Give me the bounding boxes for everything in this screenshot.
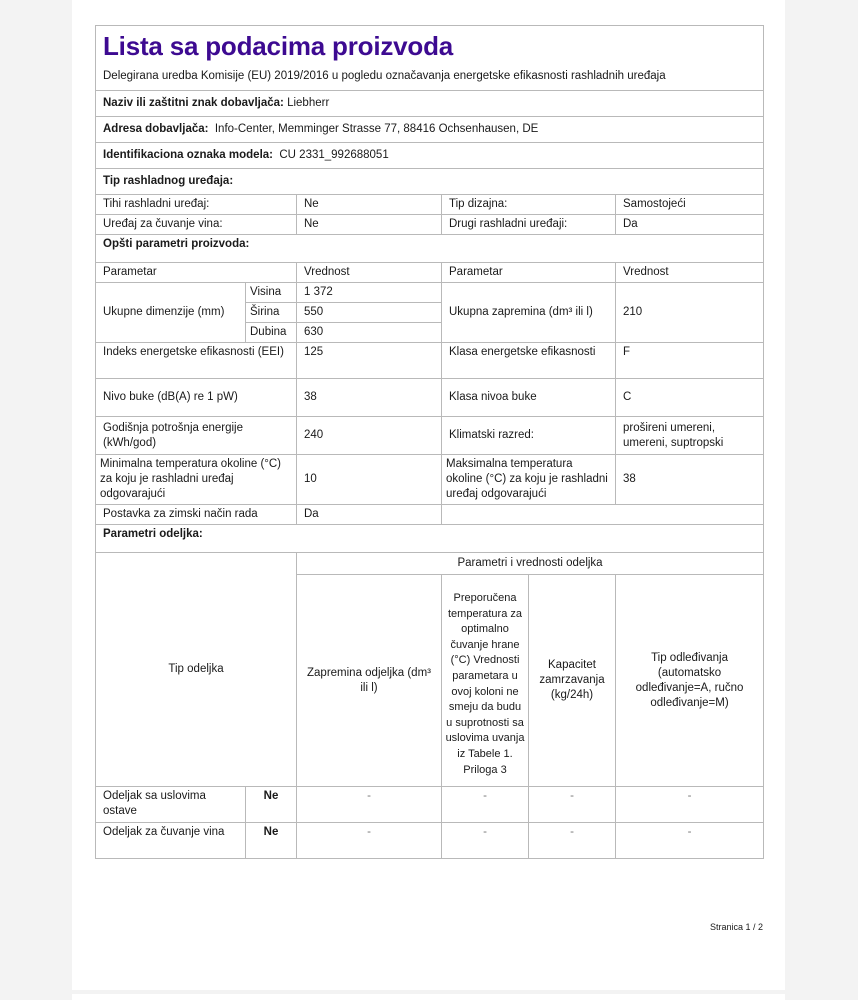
- min-temp-label: Minimalna temperatura okoline (°C) za koju je rashladni uređaj odgovarajući: [96, 455, 297, 505]
- product-information-sheet: [95, 25, 763, 859]
- annual-energy-label: Godišnja potrošnja energije (kWh/god): [96, 417, 297, 455]
- next-page-edge: [72, 994, 785, 1000]
- compartment-present: Ne: [246, 787, 297, 823]
- compartment-name: Odeljak za čuvanje vina: [96, 823, 246, 859]
- wine-storage-value: Ne: [297, 215, 442, 235]
- other-appliance-label: Drugi rashladni uređaji:: [442, 215, 616, 235]
- depth-label: Dubina: [246, 323, 297, 343]
- col-header-defrost-type: Tip odleđivanja (automatsko odleđivanje=A, ručno odleđivanje=M): [616, 575, 764, 787]
- col-header-recommended-temp: Preporučena temperatura za optimalno čuvanje hrane (°C) Vrednosti parametara u ovoj koloni ne smeju da budu u suprotnosti sa uslovima uvanja iz Tabele 1. Priloga 3: [442, 575, 529, 787]
- other-appliance-value: Da: [616, 215, 764, 235]
- supplier-address-value: Info-Center, Memminger Strasse 77, 88416 Ochsenhausen, DE: [214, 123, 539, 135]
- width-label: Širina: [246, 303, 297, 323]
- general-parameters-heading: Opšti parametri proizvoda:: [96, 235, 764, 263]
- width-value: 550: [297, 303, 442, 323]
- max-temp-label: Maksimalna temperatura okoline (°C) za koju je rashladni uređaj odgovarajući: [442, 455, 616, 505]
- eei-label: Indeks energetske efikasnosti (EEI): [96, 343, 297, 379]
- supplier-address-label: Adresa dobavljača:: [103, 123, 209, 135]
- noise-class-label: Klasa nivoa buke: [442, 379, 616, 417]
- col-header-volume: Zapremina odjeljka (dm³ ili l): [297, 575, 442, 787]
- table-row: [96, 823, 764, 859]
- climate-class-value: prošireni umereni, umereni, suptropski: [616, 417, 764, 455]
- title-cell: [96, 26, 764, 64]
- sheet-table: [95, 25, 764, 859]
- col-header-value-2: Vrednost: [616, 263, 764, 283]
- model-id-label: Identifikaciona oznaka modela:: [103, 149, 273, 161]
- height-value: 1 372: [297, 283, 442, 303]
- compartment-temp: -: [442, 787, 529, 823]
- col-header-freezing-capacity: Kapacitet zamrzavanja (kg/24h): [529, 575, 616, 787]
- compartment-group-header: Parametri i vrednosti odeljka: [297, 553, 764, 575]
- col-header-parameter-2: Parametar: [442, 263, 616, 283]
- compartment-volume: -: [297, 823, 442, 859]
- regulation-subtitle: Delegirana uredba Komisije (EU) 2019/2016 u pogledu označavanja energetske efikasnosti rashladnih uređaja: [96, 63, 764, 91]
- supplier-name-label: Naziv ili zaštitni znak dobavljača:: [103, 97, 284, 109]
- design-type-value: Samostojeći: [616, 195, 764, 215]
- annual-energy-value: 240: [297, 417, 442, 455]
- noise-value: 38: [297, 379, 442, 417]
- compartment-name: Odeljak sa uslovima ostave: [96, 787, 246, 823]
- page-title: Lista sa podacima proizvoda: [103, 31, 454, 61]
- document-page: [72, 0, 785, 990]
- col-header-parameter: Parametar: [96, 263, 297, 283]
- min-temp-value: 10: [297, 455, 442, 505]
- compartment-volume: -: [297, 787, 442, 823]
- energy-class-label: Klasa energetske efikasnosti: [442, 343, 616, 379]
- compartment-defrost: -: [616, 787, 764, 823]
- climate-class-label: Klimatski razred:: [442, 417, 616, 455]
- winter-mode-value: Da: [297, 505, 442, 525]
- empty-cell: [442, 505, 764, 525]
- wine-storage-label: Uređaj za čuvanje vina:: [96, 215, 297, 235]
- compartment-freeze: -: [529, 823, 616, 859]
- low-noise-value: Ne: [297, 195, 442, 215]
- compartment-present: Ne: [246, 823, 297, 859]
- model-id-value: CU 2331_992688051: [279, 149, 389, 161]
- noise-class-value: C: [616, 379, 764, 417]
- energy-class-value: F: [616, 343, 764, 379]
- compartment-temp: -: [442, 823, 529, 859]
- compartment-freeze: -: [529, 787, 616, 823]
- total-volume-label: Ukupna zapremina (dm³ ili l): [442, 283, 616, 343]
- compartment-parameters-heading: Parametri odeljka:: [96, 525, 764, 553]
- supplier-name-value: Liebherr: [287, 97, 330, 109]
- design-type-label: Tip dizajna:: [442, 195, 616, 215]
- winter-mode-label: Postavka za zimski način rada: [96, 505, 297, 525]
- device-type-heading: Tip rashladnog uređaja:: [96, 169, 764, 195]
- dimensions-label: Ukupne dimenzije (mm): [96, 283, 246, 343]
- low-noise-label: Tihi rashladni uređaj:: [96, 195, 297, 215]
- col-header-value: Vrednost: [297, 263, 442, 283]
- max-temp-value: 38: [616, 455, 764, 505]
- col-header-compartment-type: Tip odeljka: [96, 553, 297, 787]
- total-volume-value: 210: [616, 283, 764, 343]
- supplier-address-row: [96, 117, 764, 143]
- compartment-defrost: -: [616, 823, 764, 859]
- eei-value: 125: [297, 343, 442, 379]
- depth-value: 630: [297, 323, 442, 343]
- height-label: Visina: [246, 283, 297, 303]
- noise-label: Nivo buke (dB(A) re 1 pW): [96, 379, 297, 417]
- table-row: [96, 787, 764, 823]
- model-id-row: [96, 143, 764, 169]
- page-indicator: Stranica 1 / 2: [709, 922, 763, 932]
- supplier-name-row: [96, 91, 764, 117]
